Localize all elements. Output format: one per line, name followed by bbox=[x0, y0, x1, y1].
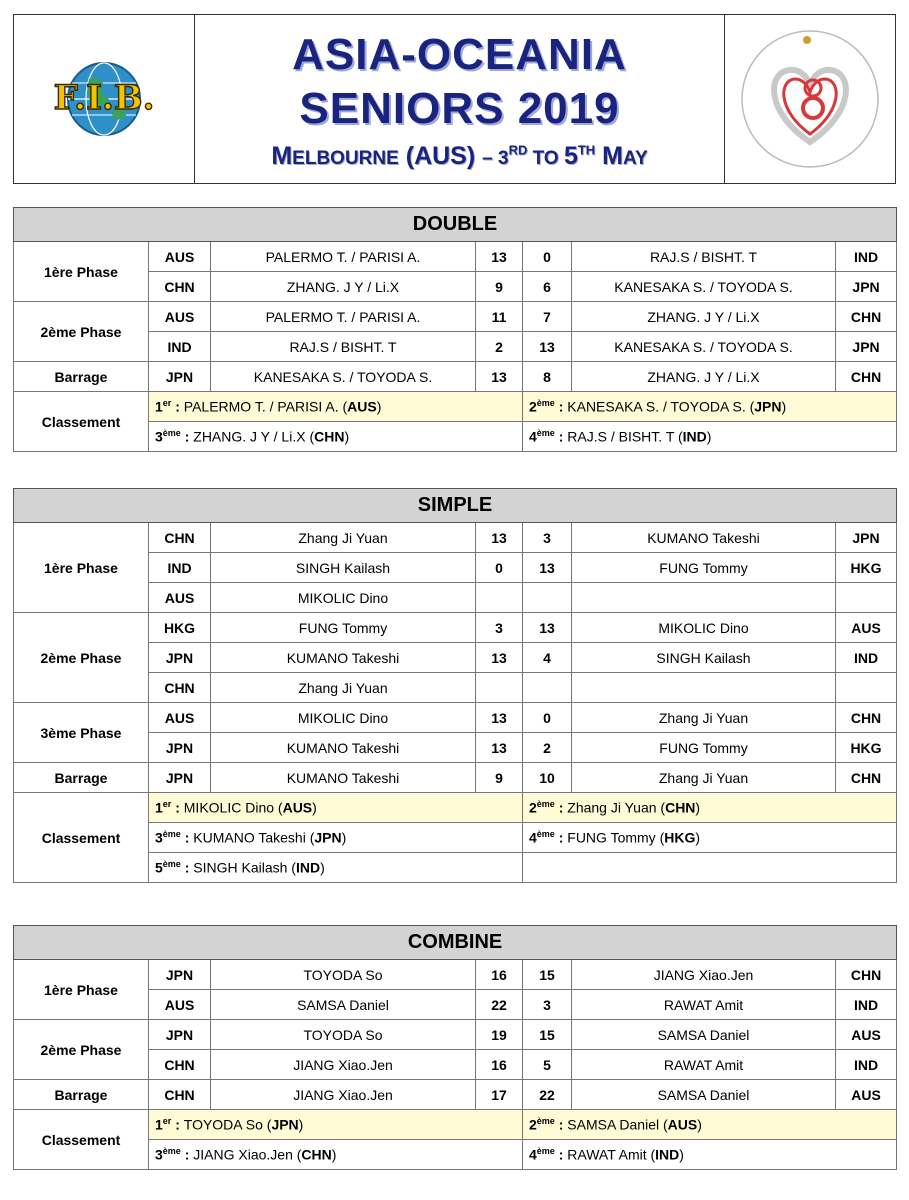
table-row: 2ème Phase JPN TOYODA So 19 15 SAMSA Daniel AUS bbox=[14, 1020, 897, 1050]
table-row: 3ème Phase AUS MIKOLIC Dino 13 0 Zhang Ji Yuan CHN bbox=[14, 703, 897, 733]
phase-label: 1ère Phase bbox=[14, 523, 149, 613]
table-row: CHN ZHANG. J Y / Li.X 9 6 KANESAKA S. / TOYODA S. JPN bbox=[14, 272, 897, 302]
ranking-entry: 4ème : RAJ.S / BISHT. T (IND) bbox=[523, 422, 897, 452]
table-row: Barrage JPN KUMANO Takeshi 9 10 Zhang Ji Yuan CHN bbox=[14, 763, 897, 793]
ranking-entry: 2ème : Zhang Ji Yuan (CHN) bbox=[523, 793, 897, 823]
ranking-entry: 4ème : RAWAT Amit (IND) bbox=[523, 1140, 897, 1170]
table-row: 1ère Phase CHN Zhang Ji Yuan 13 3 KUMANO Takeshi JPN bbox=[14, 523, 897, 553]
ranking-entry: 1er : TOYODA So (JPN) bbox=[149, 1110, 523, 1140]
classement-label: Classement bbox=[14, 392, 149, 452]
ranking-row bbox=[14, 793, 897, 823]
table-row: CHN JIANG Xiao.Jen 16 5 RAWAT Amit IND bbox=[14, 1050, 897, 1080]
combine-results-table bbox=[13, 925, 897, 1170]
table-row: IND SINGH Kailash 0 13 FUNG Tommy HKG bbox=[14, 553, 897, 583]
table-row: 2ème Phase AUS PALERMO T. / PARISI A. 11 7 ZHANG. J Y / Li.X CHN bbox=[14, 302, 897, 332]
classement-label: Classement bbox=[14, 793, 149, 883]
phase-label: 3ème Phase bbox=[14, 703, 149, 763]
ranking-entry: 4ème : FUNG Tommy (HKG) bbox=[523, 823, 897, 853]
title-line-2: SENIORS 2019 bbox=[299, 83, 620, 133]
phase-label: Barrage bbox=[14, 362, 149, 392]
heart-logo-icon bbox=[735, 24, 885, 174]
classement-label: Classement bbox=[14, 1110, 149, 1170]
section-title: COMBINE bbox=[14, 926, 897, 960]
phase-label: Barrage bbox=[14, 763, 149, 793]
phase-label: Barrage bbox=[14, 1080, 149, 1110]
section-title: SIMPLE bbox=[14, 489, 897, 523]
phase-label: 2ème Phase bbox=[14, 613, 149, 703]
ranking-row bbox=[14, 1110, 897, 1140]
phase-label: 2ème Phase bbox=[14, 1020, 149, 1080]
table-row: Barrage JPN KANESAKA S. / TOYODA S. 13 8 ZHANG. J Y / Li.X CHN bbox=[14, 362, 897, 392]
ranking-entry: 5ème : SINGH Kailash (IND) bbox=[149, 853, 523, 883]
ranking-entry: 1er : MIKOLIC Dino (AUS) bbox=[149, 793, 523, 823]
phase-label: 1ère Phase bbox=[14, 242, 149, 302]
table-row: CHN Zhang Ji Yuan bbox=[14, 673, 897, 703]
ranking-entry: 3ème : KUMANO Takeshi (JPN) bbox=[149, 823, 523, 853]
table-row: IND RAJ.S / BISHT. T 2 13 KANESAKA S. / TOYODA S. JPN bbox=[14, 332, 897, 362]
table-row: AUS MIKOLIC Dino bbox=[14, 583, 897, 613]
event-title-block bbox=[195, 15, 725, 183]
ranking-entry: 2ème : KANESAKA S. / TOYODA S. (JPN) bbox=[523, 392, 897, 422]
title-line-1: ASIA-OCEANIA bbox=[292, 29, 627, 79]
svg-text:F.I.B.: F.I.B. bbox=[53, 78, 155, 118]
ranking-entry: 3ème : ZHANG. J Y / Li.X (CHN) bbox=[149, 422, 523, 452]
ranking-row bbox=[14, 392, 897, 422]
double-results-table bbox=[13, 207, 897, 452]
table-row: 1ère Phase AUS PALERMO T. / PARISI A. 13 0 RAJ.S / BISHT. T IND bbox=[14, 242, 897, 272]
phase-label: 1ère Phase bbox=[14, 960, 149, 1020]
globe-icon bbox=[19, 59, 189, 139]
ranking-entry: 1er : PALERMO T. / PARISI A. (AUS) bbox=[149, 392, 523, 422]
section-title: DOUBLE bbox=[14, 208, 897, 242]
table-row: 1ère Phase JPN TOYODA So 16 15 JIANG Xiao.Jen CHN bbox=[14, 960, 897, 990]
table-row: AUS SAMSA Daniel 22 3 RAWAT Amit IND bbox=[14, 990, 897, 1020]
table-row: Barrage CHN JIANG Xiao.Jen 17 22 SAMSA Daniel AUS bbox=[14, 1080, 897, 1110]
fib-logo bbox=[14, 15, 195, 183]
table-row: 2ème Phase HKG FUNG Tommy 3 13 MIKOLIC Dino AUS bbox=[14, 613, 897, 643]
ranking-entry: 2ème : SAMSA Daniel (AUS) bbox=[523, 1110, 897, 1140]
event-location-dates: MELBOURNE (AUS) – 3RD TO 5TH MAY bbox=[271, 141, 648, 170]
ranking-entry-empty bbox=[523, 853, 897, 883]
table-row: JPN KUMANO Takeshi 13 4 SINGH Kailash IND bbox=[14, 643, 897, 673]
simple-results-table bbox=[13, 488, 897, 883]
table-row: JPN KUMANO Takeshi 13 2 FUNG Tommy HKG bbox=[14, 733, 897, 763]
confederation-logo bbox=[725, 15, 895, 183]
phase-label: 2ème Phase bbox=[14, 302, 149, 362]
page-header bbox=[13, 14, 896, 184]
ranking-entry: 3ème : JIANG Xiao.Jen (CHN) bbox=[149, 1140, 523, 1170]
